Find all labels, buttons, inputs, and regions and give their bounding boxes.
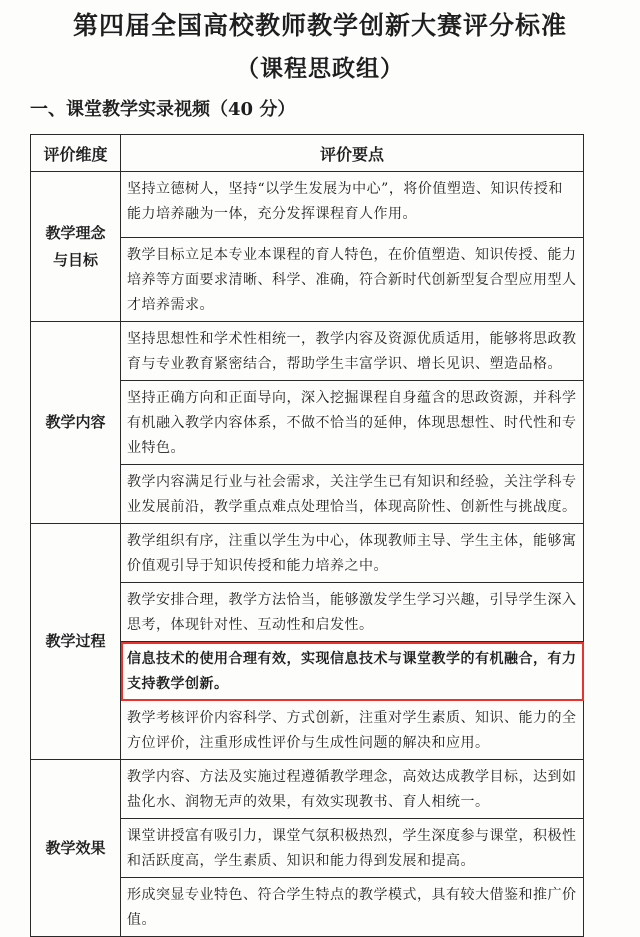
point-cell: 教学组织有序，注重以学生为中心，体现教师主导、学生主体，能够寓价值观引导于知识传授和能力培养之中。 [121, 524, 584, 583]
document-subtitle: （课程思政组） [236, 55, 404, 82]
point-cell: 课堂讲授富有吸引力，课堂气氛积极热烈，学生深度参与课堂，积极性和活跃度高，学生素质、知识和能力得到发展和提高。 [121, 819, 584, 878]
point-cell: 坚持思想性和学术性相统一，教学内容及资源优质适用，能够将思政教育与专业教育紧密结合，帮助学生丰富学识、增长见识、塑造品格。 [121, 322, 584, 381]
dimension-label: 教学理念 [45, 223, 106, 242]
scoring-table [30, 134, 584, 937]
point-cell: 坚持立德树人，坚持“以学生发展为中心”，将价值塑造、知识传授和能力培养融为一体，充分发挥课程育人作用。 [121, 172, 584, 238]
table-row [31, 322, 584, 381]
table-row [31, 172, 584, 238]
point-cell: 形成突显专业特色、符合学生特点的教学模式，具有较大借鉴和推广价值。 [121, 878, 584, 937]
point-cell: 坚持正确方向和正面导向，深入挖掘课程自身蕴含的思政资源，并科学有机融入教学内容体系，不做不恰当的延伸，体现思想性、时代性和专业特色。 [121, 381, 584, 465]
table-row [31, 760, 584, 819]
dimension-label: 教学过程 [45, 632, 106, 650]
point-cell: 教学考核评价内容科学、方式创新，注重对学生素质、知识、能力的全方位评价，注重形成性评价与生成性问题的解决和应用。 [121, 701, 584, 760]
table-row [31, 524, 584, 583]
table-header-row [31, 135, 584, 172]
point-cell: 教学安排合理，教学方法恰当，能够激发学生学习兴趣，引导学生深入思考，体现针对性、互动性和启发性。 [121, 583, 584, 642]
header-points: 评价要点 [121, 135, 584, 172]
dimension-cell [31, 760, 121, 937]
point-cell: 教学目标立足本专业本课程的育人特色，在价值塑造、知识传授、能力培养等方面要求清晰、科学、准确，符合新时代创新型复合型应用型人才培养需求。 [121, 238, 584, 322]
dimension-label: 教学内容 [45, 413, 106, 431]
header-dimension: 评价维度 [31, 135, 121, 172]
document-title: 第四届全国高校教师教学创新大赛评分标准 [72, 11, 567, 40]
dimension-label: 与目标 [52, 250, 98, 269]
dimension-cell [31, 172, 121, 322]
dimension-cell [31, 322, 121, 524]
dimension-cell [31, 524, 121, 760]
point-cell: 教学内容、方法及实施过程遵循教学理念，高效达成教学目标，达到如盐化水、润物无声的效果，有效实现教书、育人相统一。 [121, 760, 584, 819]
section-heading: 一、课堂教学实录视频（40 分） [30, 99, 296, 120]
highlighted-point-cell: 信息技术的使用合理有效，实现信息技术与课堂教学的有机融合，有力支持教学创新。 [121, 642, 584, 701]
point-cell: 教学内容满足行业与社会需求，关注学生已有知识和经验，关注学科专业发展前沿，教学重点难点处理恰当，体现高阶性、创新性与挑战度。 [121, 465, 584, 524]
dimension-label: 教学效果 [45, 838, 106, 857]
